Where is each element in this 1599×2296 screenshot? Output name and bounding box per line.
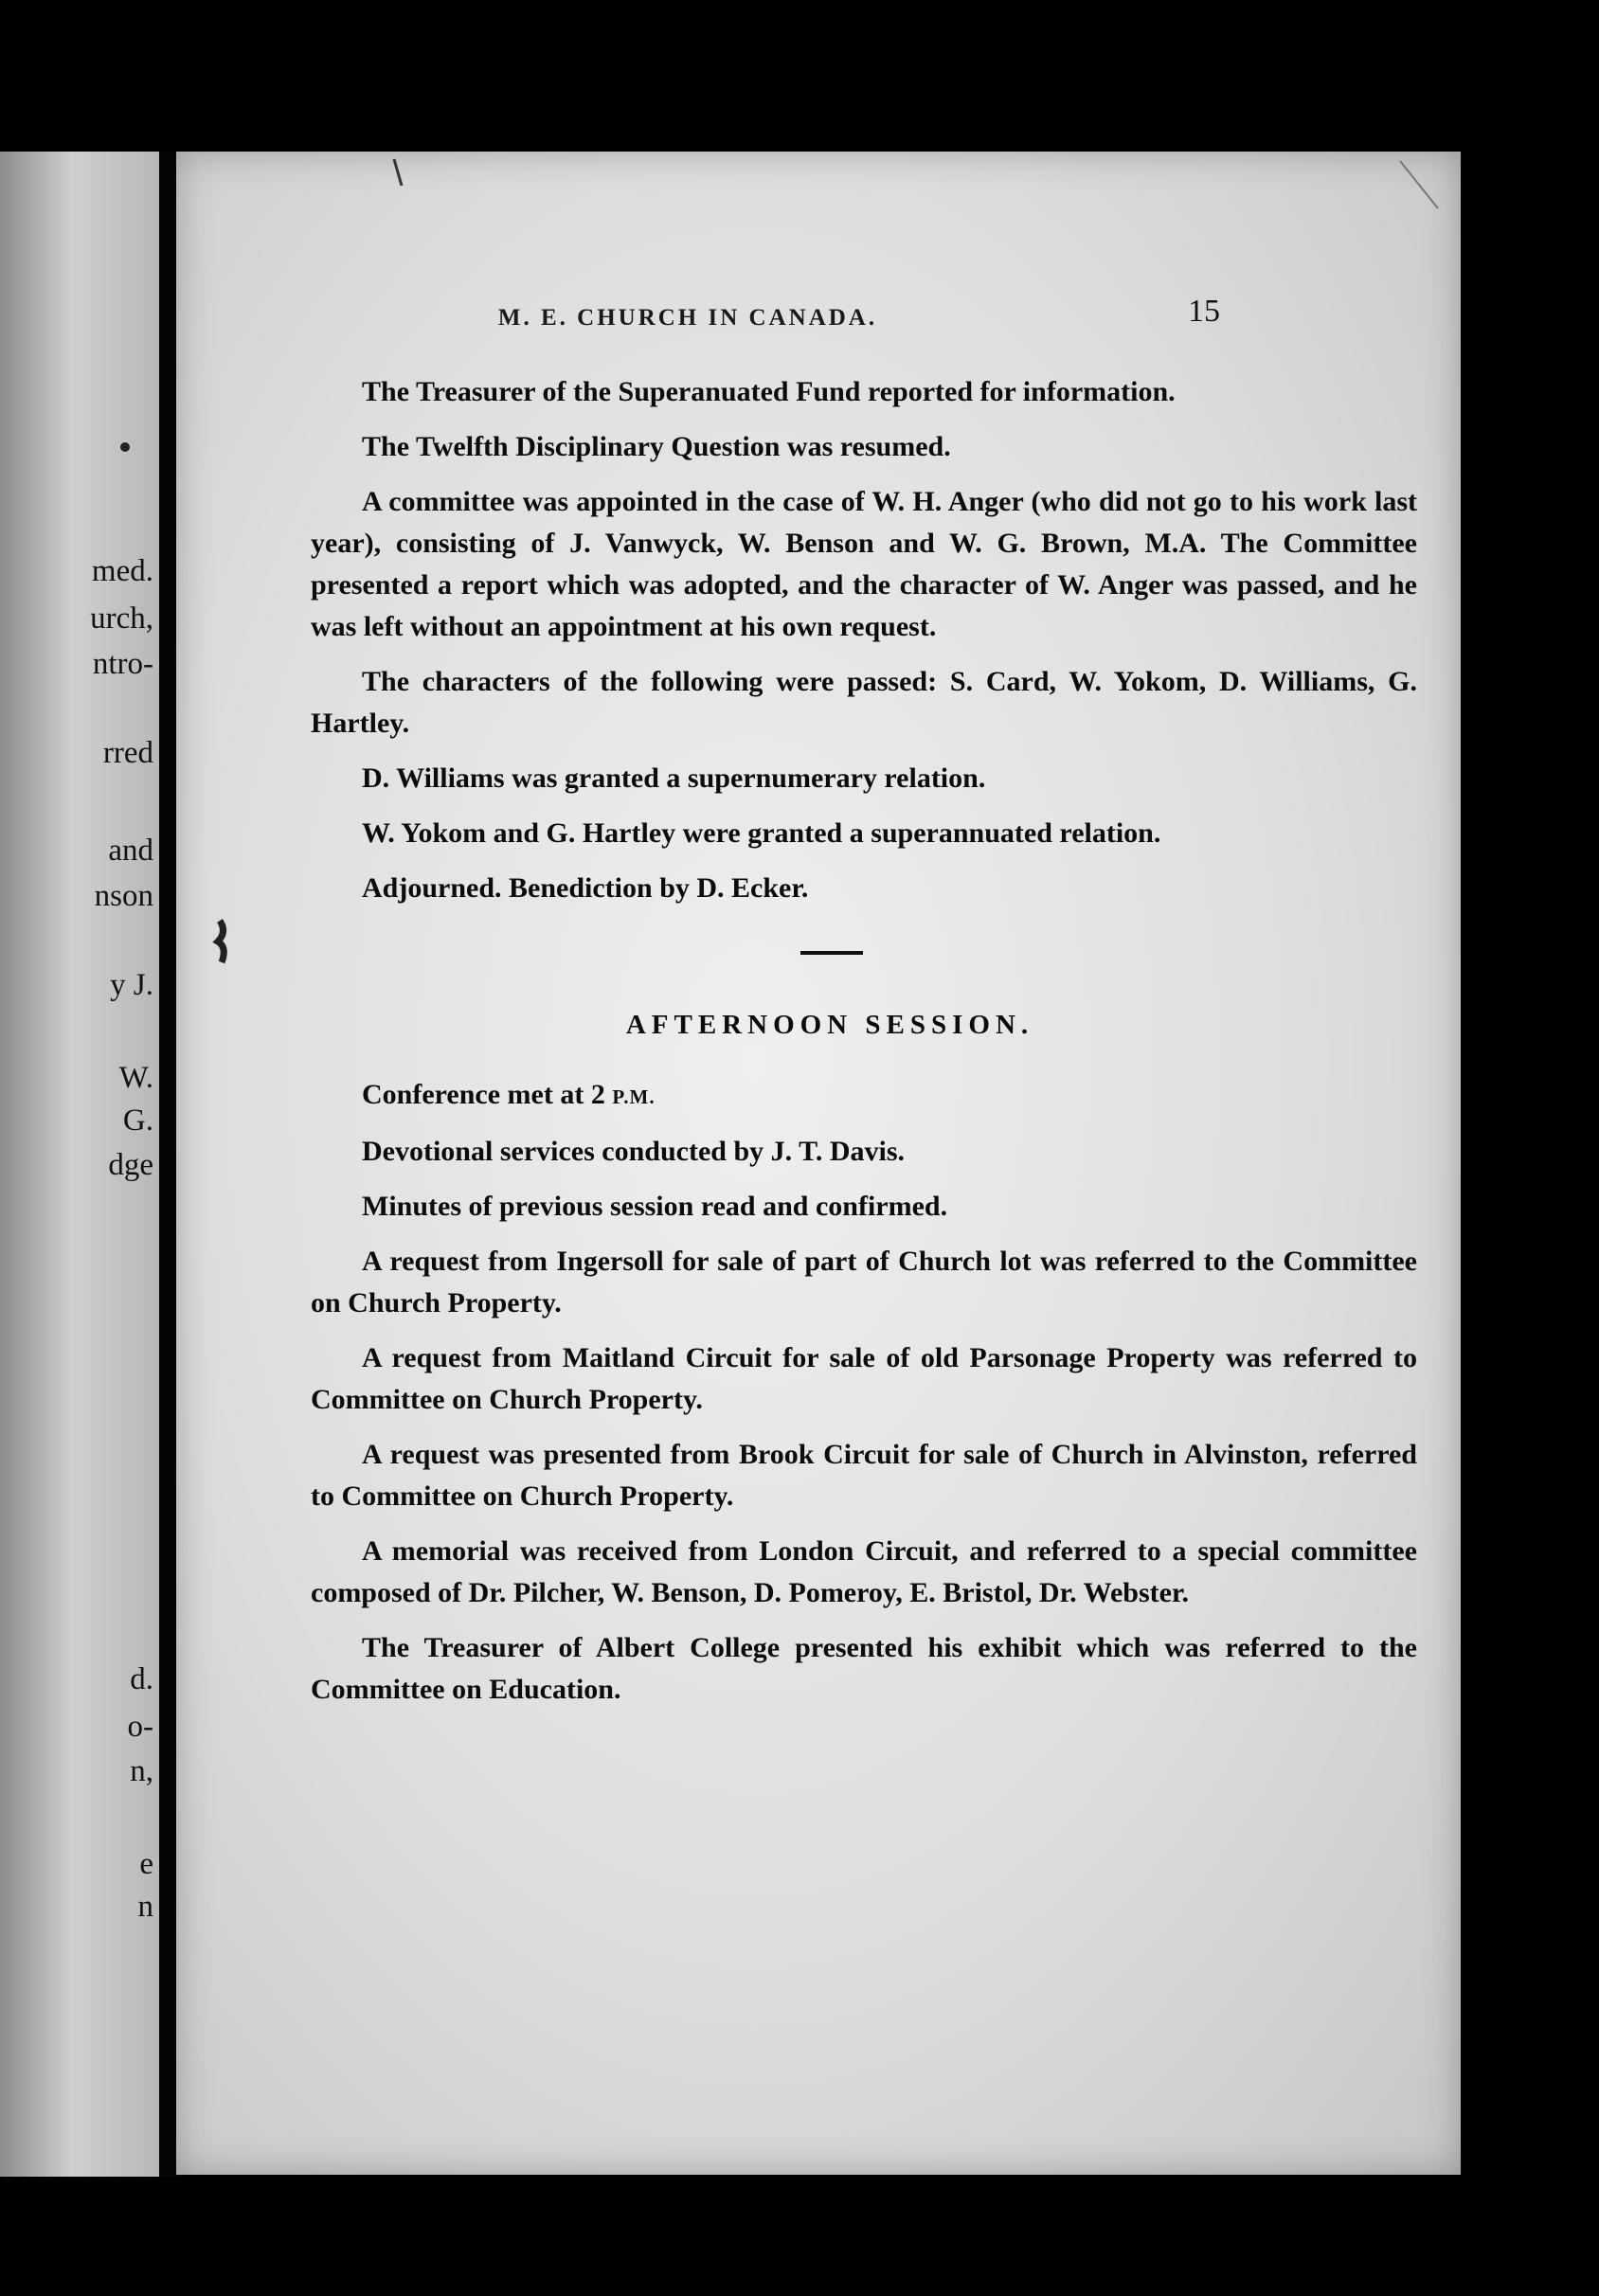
running-head: M. E. CHURCH IN CANADA.	[497, 305, 878, 331]
paragraph: A committee was appointed in the case of W. H. Anger (who did not go to his work last year), consisting of J. Vanwyck, W. Benson and W. G. Brown, M.A. The Committee presented a report which was adopted, and the character of W. Anger was passed, and he was left without an appointment at his own request.	[311, 486, 1417, 642]
page-body	[311, 371, 1417, 1724]
left-page-fragment: and	[108, 834, 153, 868]
left-page-fragment: ntro-	[92, 647, 153, 681]
left-page-fragment: rred	[102, 736, 153, 770]
paragraph: Adjourned. Benediction by D. Ecker.	[362, 872, 809, 904]
left-page-fragment: y J.	[110, 968, 153, 1002]
left-page-fragment: dge	[108, 1148, 153, 1182]
left-page-fragment: med.	[91, 554, 153, 588]
meeting-time-suffix: P.M.	[612, 1085, 656, 1108]
left-page-fragment: n	[137, 1890, 153, 1924]
paragraph: The Treasurer of Albert College presented his exhibit which was referred to the Committee on Education.	[311, 1632, 1417, 1705]
paragraph: The characters of the following were passed: S. Card, W. Yokom, D. Williams, G. Hartley.	[311, 666, 1417, 739]
left-page-fragment: nson	[94, 879, 153, 913]
paragraph: A request from Ingersoll for sale of part of Church lot was referred to the Committee on Church Property.	[311, 1246, 1417, 1318]
left-page-fragment: e	[139, 1847, 153, 1881]
section-title: AFTERNOON SESSION.	[625, 1010, 1034, 1040]
paragraph	[311, 1074, 1417, 1118]
left-facing-page	[0, 152, 159, 2177]
paragraph: D. Williams was granted a supernumerary relation.	[362, 762, 986, 794]
section-divider	[800, 951, 863, 955]
paragraph: A memorial was received from London Circuit, and referred to a special committee composed of Dr. Pilcher, W. Benson, D. Pomeroy, E. Bristol, Dr. Webster.	[311, 1535, 1417, 1608]
left-page-fragment: urch,	[90, 601, 153, 636]
left-page-fragment: n,	[130, 1754, 153, 1788]
left-page-fragment: d.	[130, 1662, 153, 1696]
paragraph: The Treasurer of the Superanuated Fund reported for information.	[362, 376, 1176, 407]
paragraph: Devotional services conducted by J. T. Davis.	[362, 1136, 906, 1167]
page-number: 15	[1188, 294, 1220, 329]
left-page-fragment: o-	[127, 1710, 153, 1744]
meeting-time-text: Conference met at 2	[362, 1079, 605, 1110]
paragraph: W. Yokom and G. Hartley were granted a superannuated relation.	[362, 817, 1161, 849]
left-page-fragment: G.	[122, 1103, 153, 1138]
paragraph: A request from Maitland Circuit for sale of old Parsonage Property was referred to Committee on Church Property.	[311, 1342, 1417, 1415]
paragraph: A request was presented from Brook Circuit for sale of Church in Alvinston, referred to Committee on Church Property.	[311, 1439, 1417, 1512]
paragraph: The Twelfth Disciplinary Question was resumed.	[362, 431, 951, 462]
book-page	[176, 152, 1461, 2175]
paragraph: Minutes of previous session read and confirmed.	[362, 1191, 948, 1222]
left-page-fragment: W.	[118, 1061, 153, 1095]
